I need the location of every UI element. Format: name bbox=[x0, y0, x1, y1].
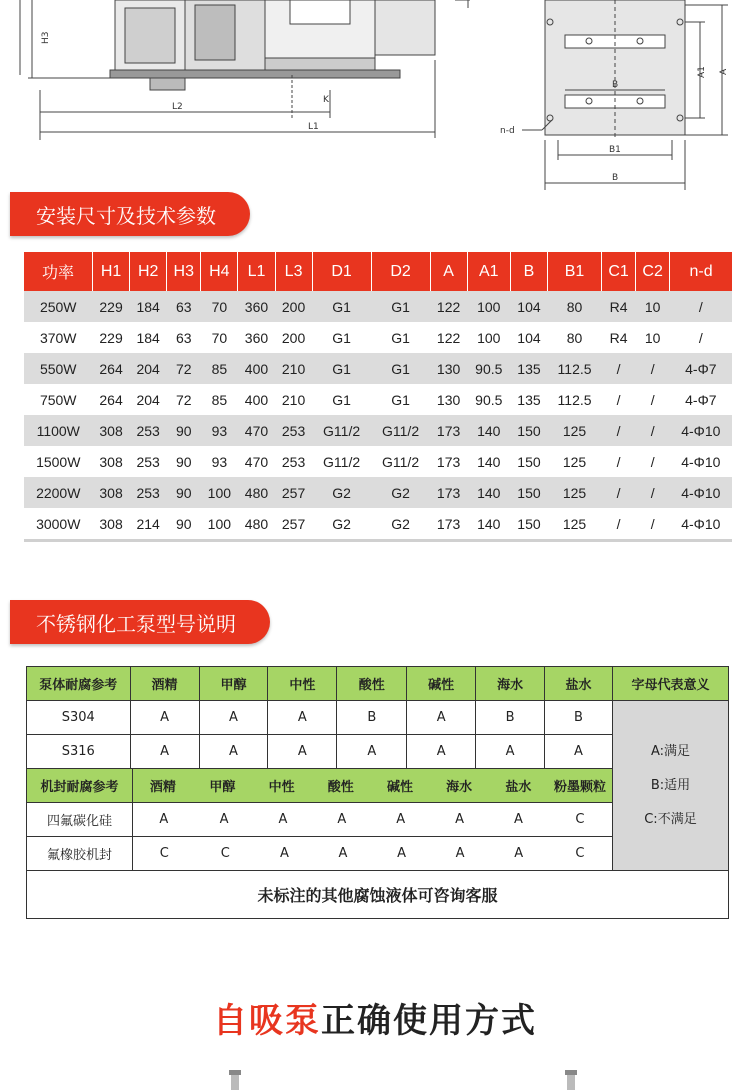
table-cell: 90 bbox=[175, 453, 192, 470]
table-cell: 100 bbox=[201, 508, 238, 541]
spec-header-cell: H4 bbox=[201, 252, 238, 291]
table-cell: G1 bbox=[332, 329, 351, 346]
table-row bbox=[24, 322, 732, 353]
table-cell: 4-Φ10 bbox=[681, 453, 721, 470]
table-row bbox=[24, 415, 732, 446]
table-cell: 氟橡胶机封 bbox=[27, 837, 133, 870]
table-cell: A bbox=[514, 812, 523, 827]
table-cell: 184 bbox=[136, 329, 160, 346]
table-cell: 253 bbox=[130, 415, 167, 446]
table-cell: A bbox=[337, 735, 407, 769]
table-cell: 257 bbox=[275, 508, 312, 541]
table-cell: A bbox=[219, 812, 229, 827]
spec-header-row bbox=[24, 252, 732, 291]
legend-b: B:适用 bbox=[650, 777, 691, 793]
table-cell: 104 bbox=[517, 329, 541, 346]
dim-label-b1: B1 bbox=[609, 145, 621, 155]
pump-illustration-peek bbox=[564, 1070, 578, 1090]
table-cell: 253 bbox=[281, 453, 306, 470]
table-cell: 4-Φ10 bbox=[670, 477, 732, 508]
table-cell: 63 bbox=[175, 329, 192, 346]
table-cell: 80 bbox=[566, 329, 583, 346]
seal-header-cell: 中性 bbox=[268, 780, 295, 795]
seal-header-cell: 酸性 bbox=[327, 780, 354, 795]
table-cell: / bbox=[670, 291, 732, 322]
table-cell: A bbox=[455, 846, 465, 861]
table-cell: 10 bbox=[644, 329, 661, 346]
table-cell: 90.5 bbox=[475, 391, 503, 408]
spec-header-cell: 功率 bbox=[24, 252, 93, 291]
dim-label-b-inner: B bbox=[612, 80, 619, 90]
table-cell: G2 bbox=[371, 477, 430, 508]
table-cell: G11/2 bbox=[382, 453, 420, 470]
table-cell: / bbox=[636, 415, 670, 446]
table-cell: A bbox=[407, 701, 476, 735]
table-cell: 360 bbox=[244, 329, 269, 346]
table-cell: 360 bbox=[238, 291, 275, 322]
table-cell: 308 bbox=[93, 415, 130, 446]
table-cell: 93 bbox=[211, 453, 228, 470]
table-cell: 308 bbox=[93, 477, 130, 508]
table-cell: 250W bbox=[24, 291, 93, 322]
table-cell: 90 bbox=[167, 477, 201, 508]
section-banner-models bbox=[10, 600, 270, 644]
body-header-cell: 中性 bbox=[268, 667, 337, 701]
table-cell: C bbox=[220, 846, 230, 861]
spec-table bbox=[24, 252, 732, 542]
spec-table-body bbox=[24, 291, 732, 541]
table-cell: 80 bbox=[548, 291, 602, 322]
dim-label-k: K bbox=[323, 95, 329, 105]
spec-header-cell: L3 bbox=[275, 252, 312, 291]
spec-header-cell: H2 bbox=[130, 252, 167, 291]
legend-a: A:满足 bbox=[650, 743, 690, 759]
table-cell: 122 bbox=[430, 291, 467, 322]
table-cell: C bbox=[575, 846, 585, 861]
table-cell: / bbox=[636, 353, 670, 384]
table-cell: 4-Φ7 bbox=[670, 353, 732, 384]
table-cell: A bbox=[397, 846, 406, 861]
dim-label-nd: n-d bbox=[500, 126, 515, 136]
table-cell: 112.5 bbox=[548, 353, 602, 384]
table-row bbox=[24, 291, 732, 322]
table-cell: 370W bbox=[39, 329, 77, 346]
table-cell: S304 bbox=[27, 701, 131, 735]
seal-header-cell: 甲醇 bbox=[209, 780, 236, 795]
seal-header-wrap bbox=[27, 769, 613, 803]
pump-side-view bbox=[20, 0, 470, 140]
spec-header-cell: L1 bbox=[238, 252, 275, 291]
table-cell: 90.5 bbox=[467, 353, 510, 384]
table-cell: 229 bbox=[99, 329, 123, 346]
body-header-cell: 酒精 bbox=[130, 667, 199, 701]
table-cell: / bbox=[650, 453, 655, 470]
table-cell: 150 bbox=[510, 415, 547, 446]
table-cell: G2 bbox=[312, 477, 371, 508]
legend-c: C:不满足 bbox=[644, 811, 697, 827]
seal-row-wrap bbox=[27, 803, 613, 837]
table-cell: A bbox=[130, 735, 199, 769]
table-cell: 72 bbox=[167, 353, 201, 384]
table-cell: G1 bbox=[312, 291, 371, 322]
table-cell: / bbox=[602, 477, 636, 508]
seal-header-cell: 碱性 bbox=[386, 780, 413, 795]
table-cell: 173 bbox=[430, 508, 467, 541]
usage-heading-rest: 正确使用方式 bbox=[321, 1001, 537, 1041]
seal-row-inner bbox=[27, 803, 612, 836]
table-cell: 173 bbox=[436, 453, 461, 470]
table-cell: A bbox=[545, 735, 613, 769]
table-cell: 214 bbox=[130, 508, 167, 541]
table-cell: 135 bbox=[510, 353, 547, 384]
table-cell: S316 bbox=[27, 735, 131, 769]
table-row bbox=[24, 384, 732, 415]
table-cell: 3000W bbox=[24, 508, 93, 541]
table-cell: 257 bbox=[275, 477, 312, 508]
body-header-cell: 泵体耐腐参考 bbox=[27, 667, 131, 701]
table-row bbox=[24, 477, 732, 508]
pump-illustration-peek bbox=[228, 1070, 242, 1090]
table-cell: 210 bbox=[281, 391, 306, 408]
table-cell: 130 bbox=[436, 391, 461, 408]
table-cell: 253 bbox=[136, 453, 160, 470]
table-cell: A bbox=[455, 812, 465, 827]
section-banner-specs bbox=[10, 192, 250, 236]
table-cell: 470 bbox=[244, 453, 269, 470]
table-cell: A bbox=[199, 735, 268, 769]
table-cell: 1500W bbox=[36, 453, 81, 470]
table-cell: 63 bbox=[167, 291, 201, 322]
spec-header-cell: D1 bbox=[312, 252, 371, 291]
table-cell: 400 bbox=[244, 391, 269, 408]
table-cell: A bbox=[337, 812, 347, 827]
table-cell: 264 bbox=[93, 353, 130, 384]
body-header-cell: 字母代表意义 bbox=[612, 667, 728, 701]
table-cell: 470 bbox=[238, 415, 275, 446]
table-cell: A bbox=[199, 701, 268, 735]
footer-row bbox=[27, 871, 729, 919]
section-title-specs: 安装尺寸及技术参数 bbox=[10, 192, 250, 236]
seal-header-cell: 机封耐腐参考 bbox=[27, 769, 133, 802]
table-row bbox=[27, 701, 729, 735]
table-cell: 173 bbox=[430, 415, 467, 446]
table-cell: 200 bbox=[275, 291, 312, 322]
spec-header-cell: D2 bbox=[371, 252, 430, 291]
spec-header-cell: C2 bbox=[636, 252, 670, 291]
table-cell: 四氟碳化硅 bbox=[27, 803, 133, 836]
table-cell: A bbox=[130, 701, 199, 735]
table-row bbox=[24, 508, 732, 541]
seal-row-inner bbox=[27, 837, 612, 870]
dim-label-l2: L2 bbox=[172, 102, 183, 112]
table-cell: 70 bbox=[201, 291, 238, 322]
table-cell: 100 bbox=[201, 477, 238, 508]
table-cell: G1 bbox=[391, 329, 410, 346]
section-title-models: 不锈钢化工泵型号说明 bbox=[10, 600, 270, 644]
table-cell: 125 bbox=[548, 415, 602, 446]
table-cell: 480 bbox=[238, 477, 275, 508]
table-cell: 140 bbox=[477, 453, 501, 470]
table-cell: 10 bbox=[636, 291, 670, 322]
table-cell: 70 bbox=[211, 329, 228, 346]
table-cell: 253 bbox=[130, 477, 167, 508]
spec-header-cell: H3 bbox=[167, 252, 201, 291]
table-cell: A bbox=[268, 735, 337, 769]
usage-heading bbox=[0, 993, 750, 1042]
spec-header-cell: n-d bbox=[670, 252, 732, 291]
table-cell: 4-Φ10 bbox=[670, 415, 732, 446]
table-cell: 135 bbox=[517, 391, 541, 408]
spec-header-cell: B bbox=[510, 252, 547, 291]
seal-row-wrap bbox=[27, 837, 613, 871]
table-cell: 140 bbox=[467, 508, 510, 541]
spec-header-cell: C1 bbox=[602, 252, 636, 291]
table-cell: G2 bbox=[371, 508, 430, 541]
body-header-row bbox=[27, 667, 729, 701]
table-cell: A bbox=[476, 735, 545, 769]
table-cell: / bbox=[616, 391, 621, 408]
table-cell: R4 bbox=[602, 291, 636, 322]
table-row bbox=[24, 353, 732, 384]
table-cell: A bbox=[514, 846, 524, 861]
table-cell: C bbox=[575, 812, 585, 827]
dim-label-b-outer: B bbox=[612, 173, 619, 183]
table-cell: G1 bbox=[371, 353, 430, 384]
table-cell: 4-Φ10 bbox=[670, 508, 732, 541]
table-cell: 210 bbox=[275, 353, 312, 384]
table-cell: A bbox=[278, 812, 288, 827]
table-cell: G11/2 bbox=[312, 415, 371, 446]
table-cell: 750W bbox=[39, 391, 77, 408]
table-cell: B bbox=[545, 701, 613, 735]
table-cell: 480 bbox=[238, 508, 275, 541]
table-cell: G11/2 bbox=[323, 453, 361, 470]
table-cell: A bbox=[268, 701, 337, 735]
consult-note: 未标注的其他腐蚀液体可咨询客服 bbox=[27, 871, 729, 919]
dim-label-a: A bbox=[719, 68, 729, 75]
spec-header-cell: A1 bbox=[467, 252, 510, 291]
table-cell: B bbox=[337, 701, 407, 735]
table-cell: / bbox=[602, 353, 636, 384]
table-cell: 125 bbox=[548, 508, 602, 541]
table-cell: 4-Φ7 bbox=[685, 391, 717, 408]
spec-header-cell: H1 bbox=[93, 252, 130, 291]
table-cell: 308 bbox=[93, 508, 130, 541]
table-cell: C bbox=[159, 846, 169, 861]
table-cell: A bbox=[396, 812, 406, 827]
table-cell: 100 bbox=[477, 329, 501, 346]
table-cell: / bbox=[636, 508, 670, 541]
base-plate-view bbox=[522, 0, 728, 190]
table-cell: 2200W bbox=[24, 477, 93, 508]
table-cell: 200 bbox=[281, 329, 306, 346]
table-cell: / bbox=[650, 391, 655, 408]
table-cell: A bbox=[407, 735, 476, 769]
table-cell: 150 bbox=[510, 508, 547, 541]
table-cell: 150 bbox=[517, 453, 541, 470]
table-cell: 1100W bbox=[24, 415, 93, 446]
table-cell: 125 bbox=[548, 477, 602, 508]
table-cell: 204 bbox=[136, 391, 160, 408]
table-cell: R4 bbox=[609, 329, 628, 346]
table-cell: 122 bbox=[436, 329, 461, 346]
table-cell: 253 bbox=[275, 415, 312, 446]
letter-legend bbox=[612, 701, 728, 871]
table-cell: G11/2 bbox=[371, 415, 430, 446]
seal-header-cell: 酒精 bbox=[149, 780, 176, 795]
seal-header-cell: 海水 bbox=[446, 780, 473, 795]
seal-header-cell: 粉墨颗粒 bbox=[553, 780, 606, 795]
table-cell: 264 bbox=[99, 391, 123, 408]
table-cell: / bbox=[616, 453, 621, 470]
table-cell: 100 bbox=[467, 291, 510, 322]
seal-header-inner bbox=[27, 769, 612, 802]
table-row bbox=[24, 446, 732, 477]
table-cell: / bbox=[636, 477, 670, 508]
dim-label-a1: A1 bbox=[697, 66, 707, 78]
table-cell: 93 bbox=[201, 415, 238, 446]
table-cell: 90 bbox=[167, 508, 201, 541]
table-cell: G1 bbox=[391, 391, 410, 408]
table-cell: G1 bbox=[371, 291, 430, 322]
table-cell: 140 bbox=[467, 477, 510, 508]
table-cell: 150 bbox=[510, 477, 547, 508]
corrosion-table bbox=[26, 666, 729, 919]
installation-drawing bbox=[0, 0, 750, 195]
table-cell: / bbox=[698, 329, 703, 346]
table-cell: 204 bbox=[130, 353, 167, 384]
table-cell: / bbox=[602, 415, 636, 446]
table-cell: A bbox=[338, 846, 348, 861]
spec-header-cell: A bbox=[430, 252, 467, 291]
table-cell: 104 bbox=[510, 291, 547, 322]
table-cell: 184 bbox=[130, 291, 167, 322]
dim-label-l1: L1 bbox=[308, 122, 319, 132]
table-cell: 125 bbox=[562, 453, 587, 470]
table-cell: 112.5 bbox=[557, 391, 592, 408]
table-cell: G1 bbox=[332, 391, 351, 408]
table-cell: G2 bbox=[312, 508, 371, 541]
table-cell: 308 bbox=[99, 453, 123, 470]
spec-header-cell: B1 bbox=[548, 252, 602, 291]
dim-label-h3: H3 bbox=[41, 31, 51, 44]
table-cell: 173 bbox=[430, 477, 467, 508]
table-cell: 140 bbox=[467, 415, 510, 446]
table-cell: / bbox=[602, 508, 636, 541]
table-cell: 229 bbox=[93, 291, 130, 322]
table-cell: 400 bbox=[238, 353, 275, 384]
body-header-cell: 酸性 bbox=[337, 667, 407, 701]
body-header-cell: 盐水 bbox=[545, 667, 613, 701]
body-header-cell: 碱性 bbox=[407, 667, 476, 701]
table-cell: 550W bbox=[24, 353, 93, 384]
table-cell: 130 bbox=[430, 353, 467, 384]
seal-header-cell: 盐水 bbox=[505, 780, 532, 795]
table-cell: 85 bbox=[201, 353, 238, 384]
table-cell: 90 bbox=[167, 415, 201, 446]
usage-heading-highlight: 自吸泵 bbox=[213, 1001, 321, 1041]
table-cell: 85 bbox=[211, 391, 228, 408]
body-header-cell: 甲醇 bbox=[199, 667, 268, 701]
table-cell: G1 bbox=[312, 353, 371, 384]
table-cell: B bbox=[476, 701, 545, 735]
table-cell: A bbox=[279, 846, 289, 861]
table-cell: A bbox=[159, 812, 169, 827]
body-header-cell: 海水 bbox=[476, 667, 545, 701]
table-cell: 72 bbox=[175, 391, 192, 408]
